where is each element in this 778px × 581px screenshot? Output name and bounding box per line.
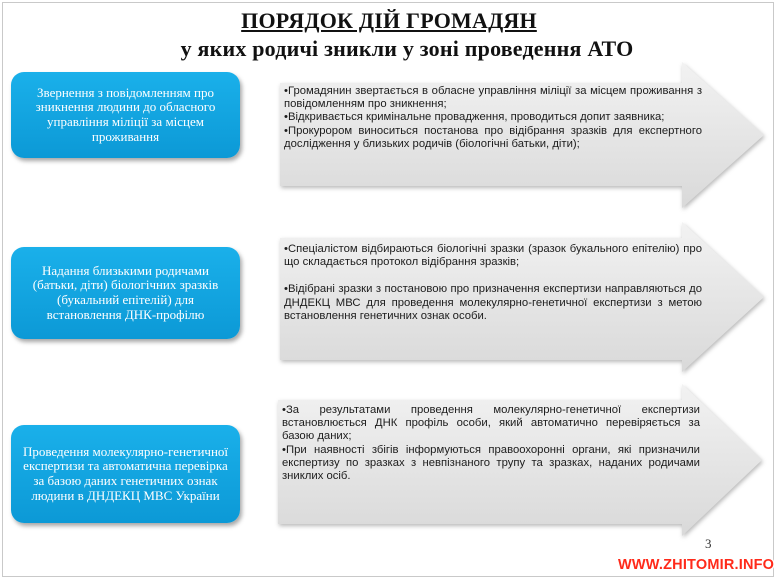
slide-subtitle: у яких родичі зникли у зоні проведення АТО xyxy=(180,36,634,61)
step-1-details xyxy=(284,85,702,151)
bullet-item: •Відкривається кримінальне провадження, проводиться допит заявника; xyxy=(284,111,665,124)
bullet-item: •При наявності збігів інформуються правоохоронні органи, які призначили експертизу по зразках з невпізнаного трупу та зразках, наданих родичами зниклих осіб. xyxy=(282,443,700,483)
step-3-label: Проведення молекулярно-генетичної експертизи та автоматична перевірка за базою даних генетичних ознак людини в ДНДЕКЦ МВС України xyxy=(22,443,229,503)
bullet-item: •Прокурором виноситься постанова про відібрання зразків для експертного дослідження у близьких родичів (біологічні батьки, діти); xyxy=(284,124,702,150)
slide-title: ПОРЯДОК ДІЙ ГРОМАДЯН xyxy=(241,8,537,33)
site-watermark: WWW.ZHITOMIR.INFO xyxy=(618,557,775,573)
step-1-box xyxy=(11,72,240,158)
page-number: 3 xyxy=(705,536,712,551)
bullet-item: •Громадянин звертається в обласне управління міліції за місцем проживання з повідомленням про зникнення; xyxy=(284,85,702,111)
step-2-box xyxy=(11,247,240,339)
step-2-arrow xyxy=(280,222,765,372)
bullet-item: •За результатами проведення молекулярно-генетичної експертизи встановлюється ДНК профіль особи, який автоматично перевіряється за базою даних; xyxy=(282,404,700,443)
step-1-label: Звернення з повідомленням про зникнення людини до обласного управління міліції за місцем проживання xyxy=(35,84,216,144)
step-2-label: Надання близькими родичами (батьки, діти) біологічних зразків (букальний епітелій) для встановлення ДНК-профілю xyxy=(32,262,219,322)
bullet-item: •Спеціалістом відбираються біологічні зразки (зразок букального епітелію) про що складається протокол відібрання зразків; xyxy=(284,243,702,269)
step-3-arrow xyxy=(278,384,763,536)
step-3-box xyxy=(11,425,240,523)
bullet-item: •Відібрані зразки з постановою про призначення експертизи направляються до ДНДЕКЦ МВС для проведення молекулярно-генетичної експертизи з метою встановлення генетичних ознак особи. xyxy=(284,283,702,322)
step-2-details xyxy=(284,243,702,323)
step-1-arrow xyxy=(280,62,765,208)
step-3-details xyxy=(282,404,700,483)
